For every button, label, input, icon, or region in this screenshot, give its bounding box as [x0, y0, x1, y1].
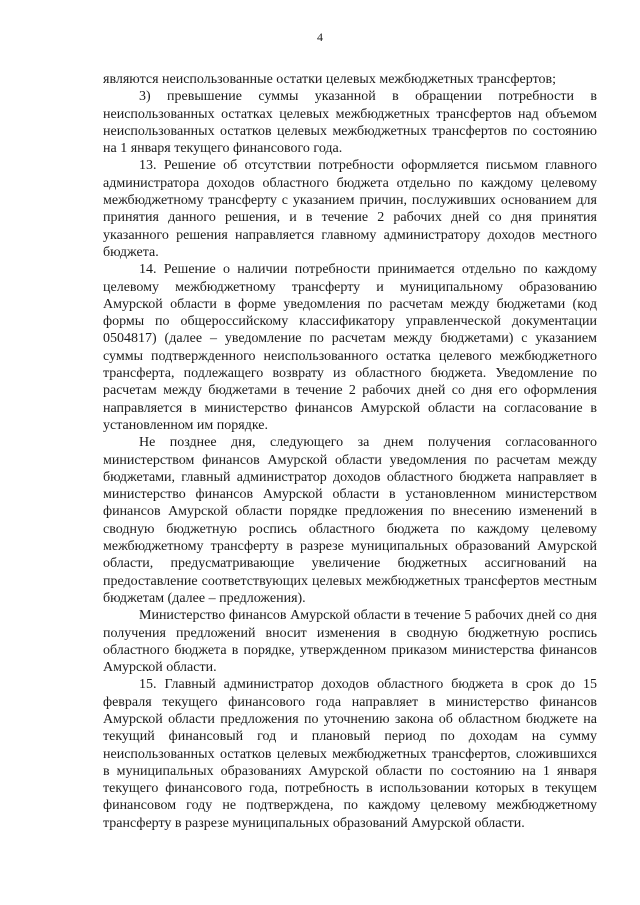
- paragraph-13: 13. Решение об отсутствии потребности оформляется письмом главного администратора доходов областного бюджета отдельно по каждому целевому межбюджетному трансферту с указанием причин, послуживших основанием для принятия данного решения, и в течение 2 рабочих дней со дня принятия указанного решения направляется главному администратору доходов местного бюджета.: [103, 158, 597, 260]
- paragraph-15: 15. Главный администратор доходов областного бюджета в срок до 15 февраля текущего финансового года направляет в министерство финансов Амурской области предложения по уточнению закона об областном бюджете на текущий финансовый год и плановый период по доходам на сумму неиспользованных остатков целевых межбюджетных трансфертов, сложившихся в муниципальных образованиях Амурской области по состоянию на 1 января текущего финансового года, потребность в использовании которых в текущем финансовом году не подтверждена, по каждому целевому межбюджетному трансферту в разрезе муниципальных образований Амурской области.: [103, 677, 597, 831]
- paragraph-item-3: 3) превышение суммы указанной в обращении потребности в неиспользованных остатках целевых межбюджетных трансфертов над объемом неиспользованных остатков целевых межбюджетных трансфертов по состоянию на 1 января текущего финансового года.: [103, 89, 597, 157]
- paragraph-14: 14. Решение о наличии потребности принимается отдельно по каждому целевому межбюджетному трансферту и муниципальному образованию Амурской области в форме уведомления по расчетам между бюджетами (код формы по общероссийскому классификатору управленческой документации 0504817) (далее – уведомление по расчетам между бюджетами) с указанием суммы подтвержденного неиспользованного остатка целевого межбюджетного трансферта, подлежащего возврату из областного бюджета. Уведомление по расчетам между бюджетами в течение 2 рабочих дней со дня его оформления направляется в министерство финансов Амурской области на согласование в установленном им порядке.: [103, 262, 597, 433]
- paragraph-continuation: являются неиспользованные остатки целевых межбюджетных трансфертов;: [103, 72, 557, 87]
- page-number: 4: [317, 30, 323, 44]
- document-body: [103, 71, 597, 832]
- paragraph-14-proposals: Не позднее дня, следующего за днем получения согласованного министерством финансов Амурской области уведомления по расчетам между бюджетами, главный администратор доходов областного бюджета направляет в министерство финансов Амурской области в установленном министерством финансов Амурской области порядке предложения по внесению изменений в сводную бюджетную роспись областного бюджета по каждому целевому межбюджетному трансферту в разрезе муниципальных образований Амурской области, предусматривающие увеличение бюджетных ассигнований на предоставление соответствующих целевых межбюджетных трансфертов местным бюджетам (далее – предложения).: [103, 435, 597, 606]
- paragraph-14-ministry: Министерство финансов Амурской области в течение 5 рабочих дней со дня получения предложений вносит изменения в сводную бюджетную роспись областного бюджета в порядке, утвержденном приказом министерства финансов Амурской области.: [103, 608, 597, 676]
